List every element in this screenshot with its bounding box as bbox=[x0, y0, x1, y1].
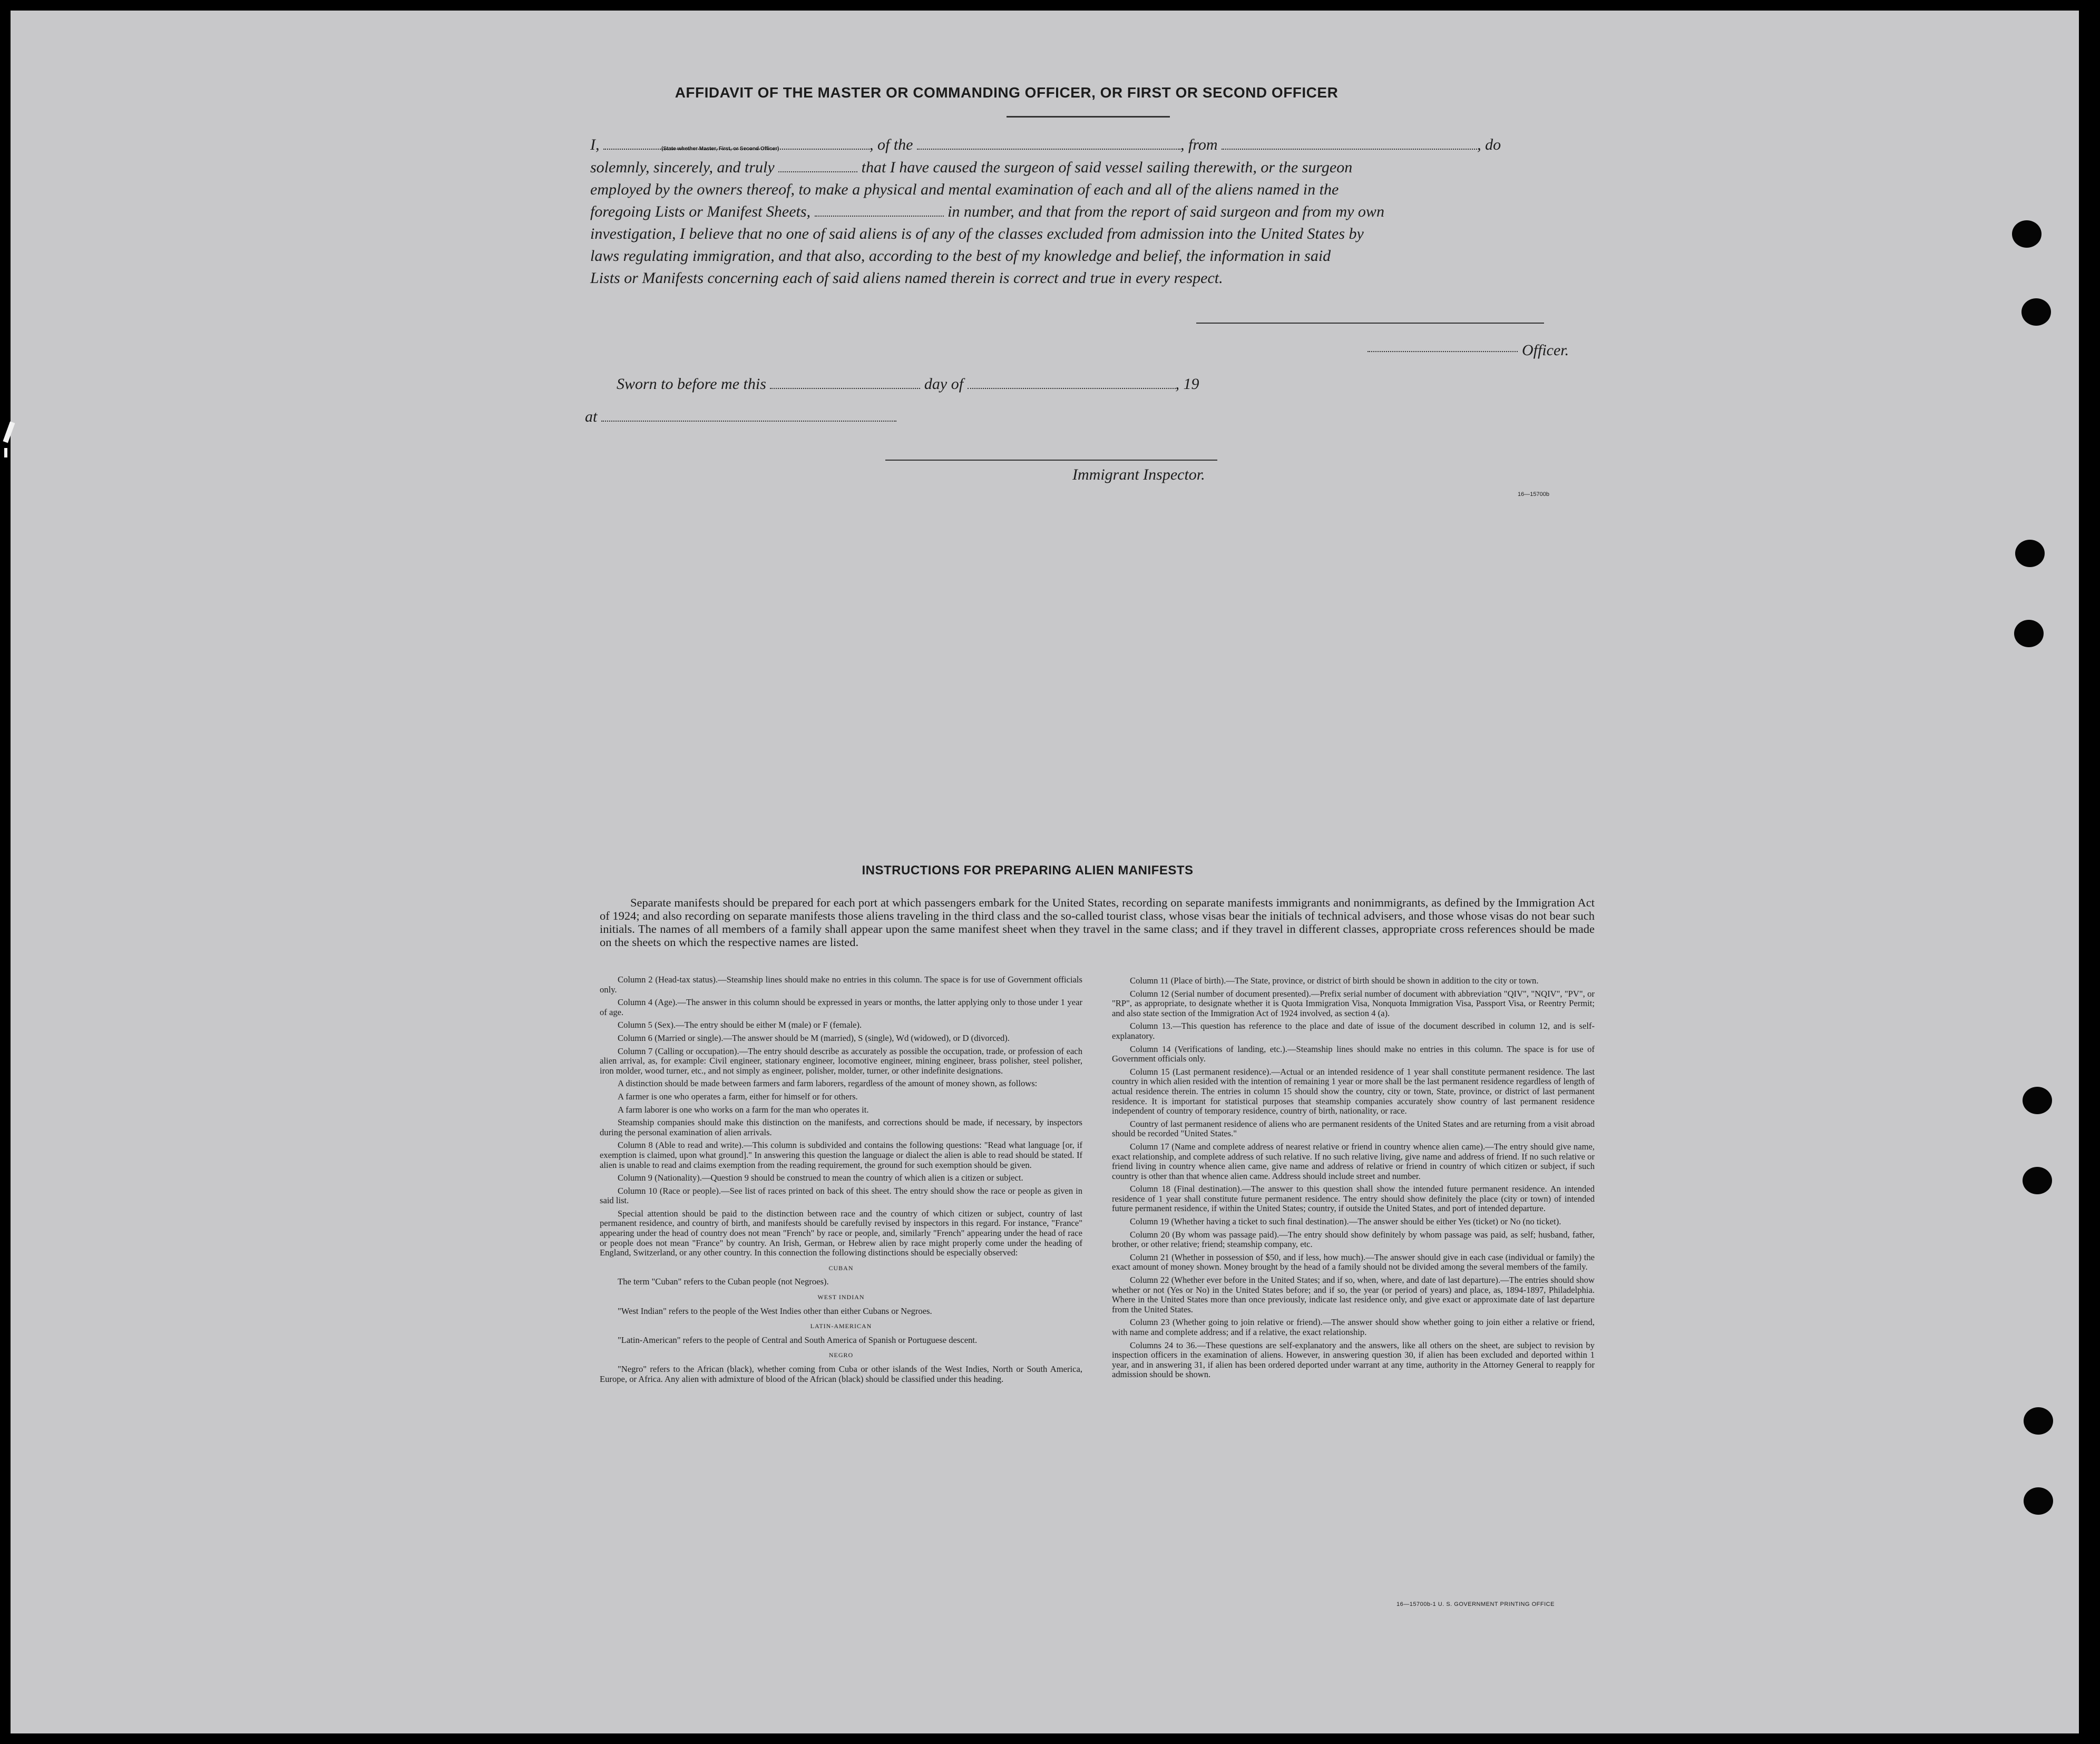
inspector-label: Immigrant Inspector. bbox=[1072, 466, 1205, 483]
punch-hole bbox=[2015, 540, 2045, 567]
affidavit-line-1 bbox=[590, 135, 1581, 155]
affidavit-line-2 bbox=[590, 158, 1581, 178]
affidavit-line-7: Lists or Manifests concerning each of said aliens named therein is correct and true in every respect. bbox=[590, 269, 1223, 287]
printing-office-footer: 16—15700b-1 U. S. GOVERNMENT PRINTING OFFICE bbox=[1396, 1601, 1555, 1607]
officer-label: Officer. bbox=[1522, 342, 1569, 359]
punch-hole bbox=[2024, 1407, 2053, 1435]
sworn-month-field[interactable] bbox=[968, 376, 1176, 389]
title-rule bbox=[1007, 116, 1170, 118]
vessel-name-field[interactable] bbox=[917, 137, 1180, 150]
affidavit-line-5: investigation, I believe that no one of said aliens is of any of the classes excluded from admission into the United States by bbox=[590, 225, 1364, 242]
instruction-paragraph: Column 2 (Head-tax status).—Steamship lines should make no entries in this column. The space is for use of Government officials only. bbox=[600, 975, 1082, 995]
instruction-paragraph: Columns 24 to 36.—These questions are self-explanatory and the answers, like all others on the sheet, are subject to revision by inspection officers in the examination of aliens. However, in answering question 30, if alien has been excluded and deported within 1 year, and in answering 31, if alien has been ordered deported under warrant at any time, authority in the Attorney General to reapply for admission should be shown. bbox=[1112, 1340, 1595, 1380]
instructions-intro: Separate manifests should be prepared for each port at which passengers embark for the United States, recording on separate manifests immigrants and nonimmigrants, as defined by the Immigration Act of 1924; and also recording on separate manifests those aliens traveling in the third class and the so-called tourist class, whose visas bear the initials of technical advisers, and those whose visas do not bear such initials. The names of all members of a family shall appear upon the same manifest sheet when they travel in the same class; and if they travel in different classes, appropriate cross references should be made on the sheets on which the respective names are listed. bbox=[600, 896, 1595, 949]
instruction-paragraph: A farm laborer is one who works on a farm for the man who operates it. bbox=[618, 1104, 869, 1115]
day-of-label: day of bbox=[924, 375, 964, 393]
instruction-paragraph: Column 8 (Able to read and write).—This column is subdivided and contains the following questions: "Read what language [or, if exemption is claimed, upon what ground]." In answering this question the language or dialect the alien is able to read should be stated. If alien is unable to read and claims exemption from the reading requirement, the ground for such exemption should be given. bbox=[600, 1140, 1082, 1170]
instruction-paragraph: A distinction should be made between farmers and farm laborers, regardless of the amount of money shown, as follows: bbox=[618, 1078, 1038, 1089]
instruction-paragraph: Column 7 (Calling or occupation).—The entry should describe as accurately as possible the occupation, trade, or profession of each alien arrival, as, for example: Civil engineer, stationary engineer, locomotive engineer, mining engineer, brass polisher, steel polisher, iron molder, wood turner, etc., and not simply as engineer, polisher, molder, turner, or other indefinite designations. bbox=[600, 1046, 1082, 1076]
instruction-paragraph: Column 14 (Verifications of landing, etc.).—Steamship lines should make no entries in this column. The space is for use of Government officials only. bbox=[1112, 1044, 1595, 1064]
cuban-heading: CUBAN bbox=[828, 1264, 854, 1272]
instruction-paragraph: Column 10 (Race or people).—See list of races printed on back of this sheet. The entry should show the race or people as given in said list. bbox=[600, 1185, 1082, 1206]
latin-american-text: "Latin-American" refers to the people of Central and South America of Spanish or Portuguese descent. bbox=[618, 1334, 978, 1345]
do-label: , do bbox=[1477, 136, 1501, 153]
instruction-paragraph: Column 21 (Whether in possession of $50, and if less, how much).—The answer should give in each case (individual or family) the exact amount of money shown. Money brought by the head of a family should not be divided among the several members of the family. bbox=[1112, 1252, 1595, 1272]
sworn-label: Sworn to before me this bbox=[617, 375, 766, 393]
at-place-field[interactable] bbox=[601, 409, 896, 422]
instruction-paragraph: Column 22 (Whether ever before in the United States; and if so, when, where, and date of last departure).—The entries should show whether or not (Yes or No) in the United States before; and if so, the year (or period of years) and place, as, 1894-1897, Philadelphia. Where in the United States more than once previously, indicate last residence only, and give exact or approximate date of last departure from the United States. bbox=[1112, 1275, 1595, 1314]
affidavit-title: AFFIDAVIT OF THE MASTER OR COMMANDING OFFICER, OR FIRST OR SECOND OFFICER bbox=[675, 84, 1339, 101]
in-number-text: in number, and that from the report of said surgeon and from my own bbox=[948, 203, 1384, 220]
instruction-paragraph: Column 12 (Serial number of document presented).—Prefix serial number of document with abbreviation "QIV", "NQIV", "PV", or "RP", as appropriate, to designate whether it is Quota Immigration Visa, Nonquota Immigration Visa, Passport Visa, or Reentry Permit; and also state section of the Immigration Act of 1924 involved, as section 4 (a). bbox=[1112, 988, 1595, 1018]
instructions-left-column bbox=[600, 975, 1082, 1387]
swear-label: solemnly, sincerely, and truly bbox=[590, 159, 775, 176]
instruction-paragraph: Column 19 (Whether having a ticket to such final destination).—The answer should be either Yes (ticket) or No (no ticket). bbox=[1130, 1216, 1561, 1227]
from-label: , from bbox=[1180, 136, 1218, 153]
latin-american-heading: LATIN-AMERICAN bbox=[810, 1322, 872, 1330]
punch-hole bbox=[2014, 620, 2044, 647]
officer-title-field[interactable] bbox=[1368, 351, 1518, 352]
instruction-paragraph: Column 23 (Whether going to join relative or friend).—The answer should show whether going to join either a relative or friend, with name and complete address; and if a relative, the exact relationship. bbox=[1112, 1317, 1595, 1337]
of-the-label: , of the bbox=[870, 136, 913, 153]
manifest-sheets-label: foregoing Lists or Manifest Sheets, bbox=[590, 203, 811, 220]
punch-hole bbox=[2023, 1167, 2052, 1194]
instruction-paragraph: Column 6 (Married or single).—The answer should be M (married), S (single), Wd (widowed), or D (divorced). bbox=[618, 1032, 1010, 1043]
instruction-paragraph: Column 13.—This question has reference to the place and date of issue of the document described in column 12, and is self-explanatory. bbox=[1112, 1021, 1595, 1041]
affidavit-form-code: 16—15700b bbox=[1518, 491, 1549, 498]
i-label: I, bbox=[590, 136, 600, 153]
instruction-paragraph: Special attention should be paid to the distinction between race and the country of which citizen or subject, country of last permanent residence, and country of birth, and manifests should be carefully revised by inspectors in this regard. For instance, "France" appearing under the head of country does not mean "French" by race or people, and, similarly "French" appearing under the head of race or people does not mean "France" by country. An Irish, German, or Hebrew alien by race might properly come under the heading of England, Switzerland, or any other country. In this connection the following distinctions should be especially observed: bbox=[600, 1208, 1082, 1258]
swear-field[interactable] bbox=[778, 160, 857, 172]
instruction-paragraph: Column 4 (Age).—The answer in this column should be expressed in years or months, the latter applying only to those under 1 year of age. bbox=[600, 997, 1082, 1017]
inspector-signature-line[interactable] bbox=[885, 460, 1217, 461]
sworn-day-field[interactable] bbox=[770, 376, 920, 389]
scan-artifact bbox=[4, 448, 7, 457]
instruction-paragraph: Column 9 (Nationality).—Question 9 should be construed to mean the country of which alien is a citizen or subject. bbox=[618, 1173, 1023, 1183]
west-indian-text: "West Indian" refers to the people of the West Indies other than either Cubans or Negroes. bbox=[618, 1305, 932, 1316]
instructions-right-column bbox=[1112, 976, 1595, 1383]
instruction-paragraph: Column 20 (By whom was passage paid).—The entry should show definitely by whom passage was paid, as self; husband, father, brother, or other relative; friend; steamship company, etc. bbox=[1112, 1229, 1595, 1250]
surgeon-text: that I have caused the surgeon of said vessel sailing therewith, or the surgeon bbox=[861, 159, 1353, 176]
instruction-paragraph: Column 17 (Name and complete address of nearest relative or friend in country whence alien came).—The entry should give name, exact relationship, and complete address of such relative. If no such relative living, give name and address of friend. If no such relative or friend living in country whence alien came, give name and address of relative or friend in country of which citizen or subject, if such country is other than that whence alien came. Address should include street and number. bbox=[1112, 1141, 1595, 1181]
west-indian-heading: WEST INDIAN bbox=[817, 1293, 865, 1301]
instruction-paragraph: Steamship companies should make this distinction on the manifests, and corrections should be made, if necessary, by inspectors during the personal examination of alien arrivals. bbox=[600, 1117, 1082, 1137]
affidavit-line-4 bbox=[590, 202, 1581, 222]
instruction-paragraph: Column 5 (Sex).—The entry should be either M (male) or F (female). bbox=[618, 1020, 862, 1030]
at-line bbox=[585, 407, 954, 427]
negro-text: "Negro" refers to the African (black), whether coming from Cuba or other islands of the West Indies, North or South America, Europe, or Africa. Any alien with admixture of blood of the African (black) should be classified under this heading. bbox=[600, 1364, 1082, 1384]
year-label: , 19 bbox=[1175, 375, 1199, 393]
instruction-paragraph: Country of last permanent residence of aliens who are permanent residents of the United States and are returning from a visit abroad should be recorded "United States." bbox=[1112, 1118, 1595, 1139]
cuban-text: The term "Cuban" refers to the Cuban people (not Negroes). bbox=[618, 1277, 829, 1287]
punch-hole bbox=[2024, 1487, 2053, 1515]
sworn-line bbox=[617, 374, 1302, 394]
officer-rank-caption: (State whether Master, First, or Second Officer) bbox=[661, 146, 779, 152]
instruction-paragraph: Column 11 (Place of birth).—The State, province, or district of birth should be shown in addition to the city or town. bbox=[1130, 976, 1539, 986]
affidavit-line-3: employed by the owners thereof, to make a physical and mental examination of each and all of the aliens named in the bbox=[590, 181, 1339, 198]
instructions-title: INSTRUCTIONS FOR PREPARING ALIEN MANIFESTS bbox=[862, 863, 1194, 878]
officer-rank-field[interactable] bbox=[603, 137, 870, 150]
instruction-paragraph: A farmer is one who operates a farm, either for himself or for others. bbox=[618, 1091, 858, 1102]
officer-signature-line[interactable] bbox=[1196, 323, 1544, 324]
punch-hole bbox=[2021, 298, 2051, 326]
manifest-sheet bbox=[11, 11, 2079, 1733]
punch-hole bbox=[2012, 220, 2042, 248]
instruction-paragraph: Column 18 (Final destination).—The answer to this question shall show the intended future permanent residence. An intended residence of 1 year shall constitute future permanent residence. The entry should show definitely the place (city or town) of intended future permanent residence, if within the United States; country, if outside the United States, and port of intended departure. bbox=[1112, 1184, 1595, 1214]
departure-port-field[interactable] bbox=[1222, 137, 1477, 150]
alien-count-field[interactable] bbox=[815, 204, 944, 217]
punch-hole bbox=[2023, 1087, 2052, 1114]
at-label: at bbox=[585, 408, 598, 425]
affidavit-line-6: laws regulating immigration, and that also, according to the best of my knowledge and belief, the information in said bbox=[590, 247, 1331, 265]
instruction-paragraph: Column 15 (Last permanent residence).—Actual or an intended residence of 1 year shall constitute permanent residence. The last country in which alien resided with the intention of remaining 1 year or more shall be the last permanent residence regardless of length of actual residence therein. The entries in column 15 should show the country, city or town, State, province, or district of last permanent residence. It is important for statistical purposes that steamship companies accurately show country of last permanent residence independent of country of temporary residence, country of birth, nationality, or race. bbox=[1112, 1066, 1595, 1116]
negro-heading: NEGRO bbox=[828, 1351, 854, 1359]
